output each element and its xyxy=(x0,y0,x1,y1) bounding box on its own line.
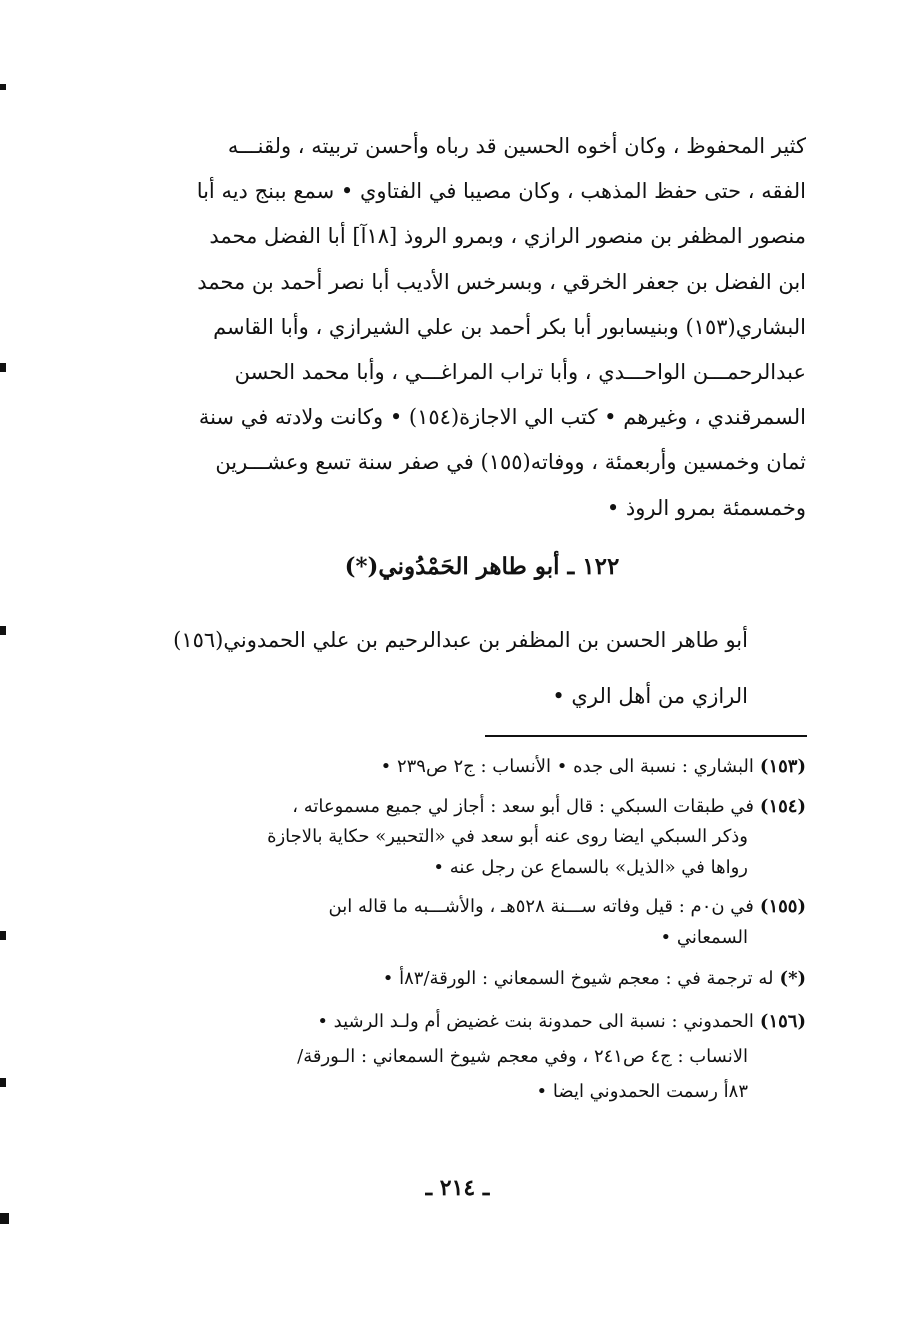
footnote xyxy=(158,962,806,995)
footnote-line: ٨٣أ رسمت الحمدوني ايضا • xyxy=(536,1081,748,1102)
entry-text xyxy=(158,612,748,724)
scan-edge-mark xyxy=(0,84,6,90)
footnotes xyxy=(158,752,806,1118)
scan-edge-mark xyxy=(0,1213,9,1224)
entry-heading: ١٢٢ ـ أبو طاهر الحَمْدُوني(*) xyxy=(344,553,620,580)
scan-edge-mark xyxy=(0,626,6,635)
footnote-line: له ترجمة في : معجم شيوخ السمعاني : الورقة/٨٣أ • xyxy=(382,968,774,989)
footnote-number: (*) xyxy=(779,968,806,989)
footnote xyxy=(158,792,806,884)
text-line: الرازي من أهل الري • xyxy=(552,684,748,708)
text-line: وخمسمئة بمرو الروذ • xyxy=(606,495,806,520)
scan-edge-mark xyxy=(0,363,6,372)
text-line: أبو طاهر الحسن بن المظفر بن عبدالرحيم بن علي الحمدوني(١٥٦) xyxy=(173,628,748,652)
footnote-number: (١٥٥) xyxy=(759,896,806,917)
text-line: عبدالرحمـــن الواحـــدي ، وأبا تراب المراغـــي ، وأبا محمد الحسن xyxy=(234,360,806,385)
text-line: ابن الفضل بن جعفر الخرقي ، وبسرخس الأديب أبا نصر أحمد بن محمد xyxy=(197,269,806,294)
text-line: كثير المحفوظ ، وكان أخوه الحسين قد رباه وأحسن تربيته ، ولقنـــه xyxy=(227,134,806,158)
text-line: منصور المظفر بن منصور الرازي ، وبمرو الروذ [١٨آ] أبا الفضل محمد xyxy=(209,224,806,249)
biography-text xyxy=(158,124,806,531)
scan-edge-mark xyxy=(0,931,6,940)
text-line: ثمان وخمسين وأربعمئة ، ووفاته(١٥٥) في صفر سنة تسع وعشـــرين xyxy=(215,450,806,475)
footnote xyxy=(158,892,806,953)
text-line: الفقه ، حتى حفظ المذهب ، وكان مصيبا في الفتاوي • سمع ببنج ديه أبا xyxy=(196,179,806,204)
footnote xyxy=(158,1004,806,1109)
footnote xyxy=(158,752,806,783)
footnote-number: (١٥٤) xyxy=(759,795,806,817)
page-number: ـ ٢١٤ ـ xyxy=(425,1175,490,1201)
footnote-line: البشاري : نسبة الى جده • الأنساب : ج٢ ص٢٣٩ • xyxy=(380,756,754,777)
scan-edge-mark xyxy=(0,1078,6,1087)
footnote-number: (١٥٦) xyxy=(759,1011,806,1032)
footnote-line: السمعاني • xyxy=(660,926,748,948)
footnote-divider xyxy=(485,735,807,737)
footnote-line: رواها في «الذيل» بالسماع عن رجل عنه • xyxy=(433,856,748,878)
footnote-line: الانساب : ج٤ ص٢٤١ ، وفي معجم شيوخ السمعاني : الـورقة/ xyxy=(297,1046,748,1067)
text-line: البشاري(١٥٣) وبنيسابور أبا بكر أحمد بن علي الشيرازي ، وأبا القاسم xyxy=(213,314,806,339)
footnote-line: وذكر السبكي ايضا روى عنه أبو سعد في «التحبير» حكاية بالاجازة xyxy=(267,826,748,847)
text-line: السمرقندي ، وغيرهم • كتب الي الاجازة(١٥٤) • وكانت ولادته في سنة xyxy=(198,405,806,430)
footnote-line: في طبقات السبكي : قال أبو سعد : أجاز لي جميع مسموعاته ، xyxy=(292,795,754,817)
footnote-number: (١٥٣) xyxy=(759,756,806,777)
footnote-line: في ن٠م : قيل وفاته ســـنة ٥٢٨هـ ، والأشـــبه ما قاله ابن xyxy=(328,896,754,917)
footnote-line: الحمدوني : نسبة الى حمدونة بنت غضيض أم ولـد الرشيد • xyxy=(317,1011,754,1032)
